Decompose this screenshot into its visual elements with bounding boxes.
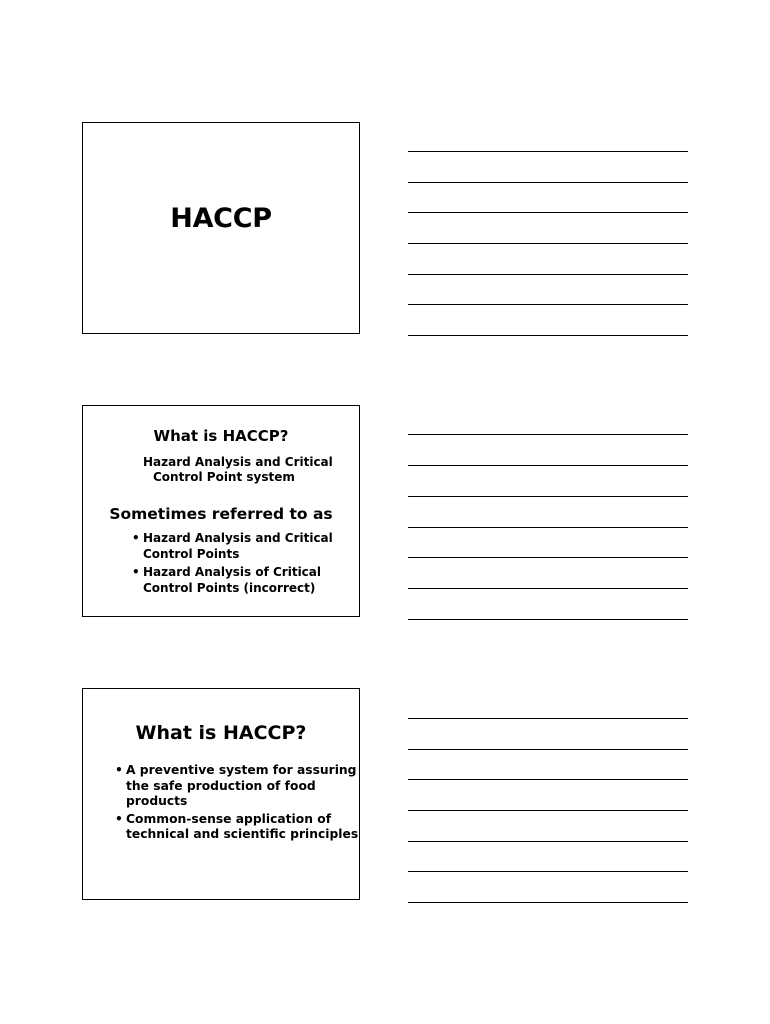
note-line bbox=[408, 749, 688, 750]
slide-3 bbox=[82, 688, 360, 900]
note-line bbox=[408, 902, 688, 903]
bullet-line: technical and scientific principles bbox=[126, 827, 359, 841]
note-line bbox=[408, 434, 688, 435]
note-line bbox=[408, 871, 688, 872]
note-line bbox=[408, 841, 688, 842]
list-item bbox=[143, 531, 333, 562]
slide-2 bbox=[82, 405, 360, 617]
slide-title: HACCP bbox=[170, 203, 272, 234]
note-line bbox=[408, 243, 688, 244]
definition-text bbox=[143, 455, 333, 485]
slide-subheading: Sometimes referred to as bbox=[109, 505, 333, 523]
bullet-list bbox=[143, 531, 333, 599]
note-line bbox=[408, 718, 688, 719]
bullet-line: • A preventive system for assuring bbox=[126, 763, 357, 777]
slide-heading: What is HACCP? bbox=[153, 427, 289, 445]
list-item bbox=[126, 812, 358, 843]
note-line bbox=[408, 588, 688, 589]
bullet-line: Control Points (incorrect) bbox=[143, 580, 316, 595]
list-item bbox=[143, 565, 333, 596]
note-line bbox=[408, 779, 688, 780]
note-line bbox=[408, 304, 688, 305]
note-line bbox=[408, 212, 688, 213]
definition-line: Hazard Analysis and Critical bbox=[143, 455, 333, 469]
note-line bbox=[408, 465, 688, 466]
bullet-list bbox=[126, 763, 358, 845]
note-line bbox=[408, 557, 688, 558]
bullet-line: • Hazard Analysis and Critical bbox=[143, 531, 333, 545]
note-line bbox=[408, 182, 688, 183]
slide-1 bbox=[82, 122, 360, 334]
bullet-line: products bbox=[126, 794, 188, 808]
bullet-line: • Hazard Analysis of Critical bbox=[143, 565, 322, 579]
bullet-line: • Common-sense application of bbox=[126, 811, 332, 826]
definition-line: Control Point system bbox=[153, 470, 295, 484]
list-item bbox=[126, 763, 358, 810]
note-line bbox=[408, 496, 688, 497]
note-line bbox=[408, 335, 688, 336]
note-line bbox=[408, 151, 688, 152]
note-line bbox=[408, 274, 688, 275]
note-line bbox=[408, 527, 688, 528]
slide-title: What is HACCP? bbox=[135, 722, 307, 744]
bullet-line: the safe production of food bbox=[126, 778, 316, 793]
note-line bbox=[408, 810, 688, 811]
note-line bbox=[408, 619, 688, 620]
bullet-line: Control Points bbox=[143, 546, 240, 561]
